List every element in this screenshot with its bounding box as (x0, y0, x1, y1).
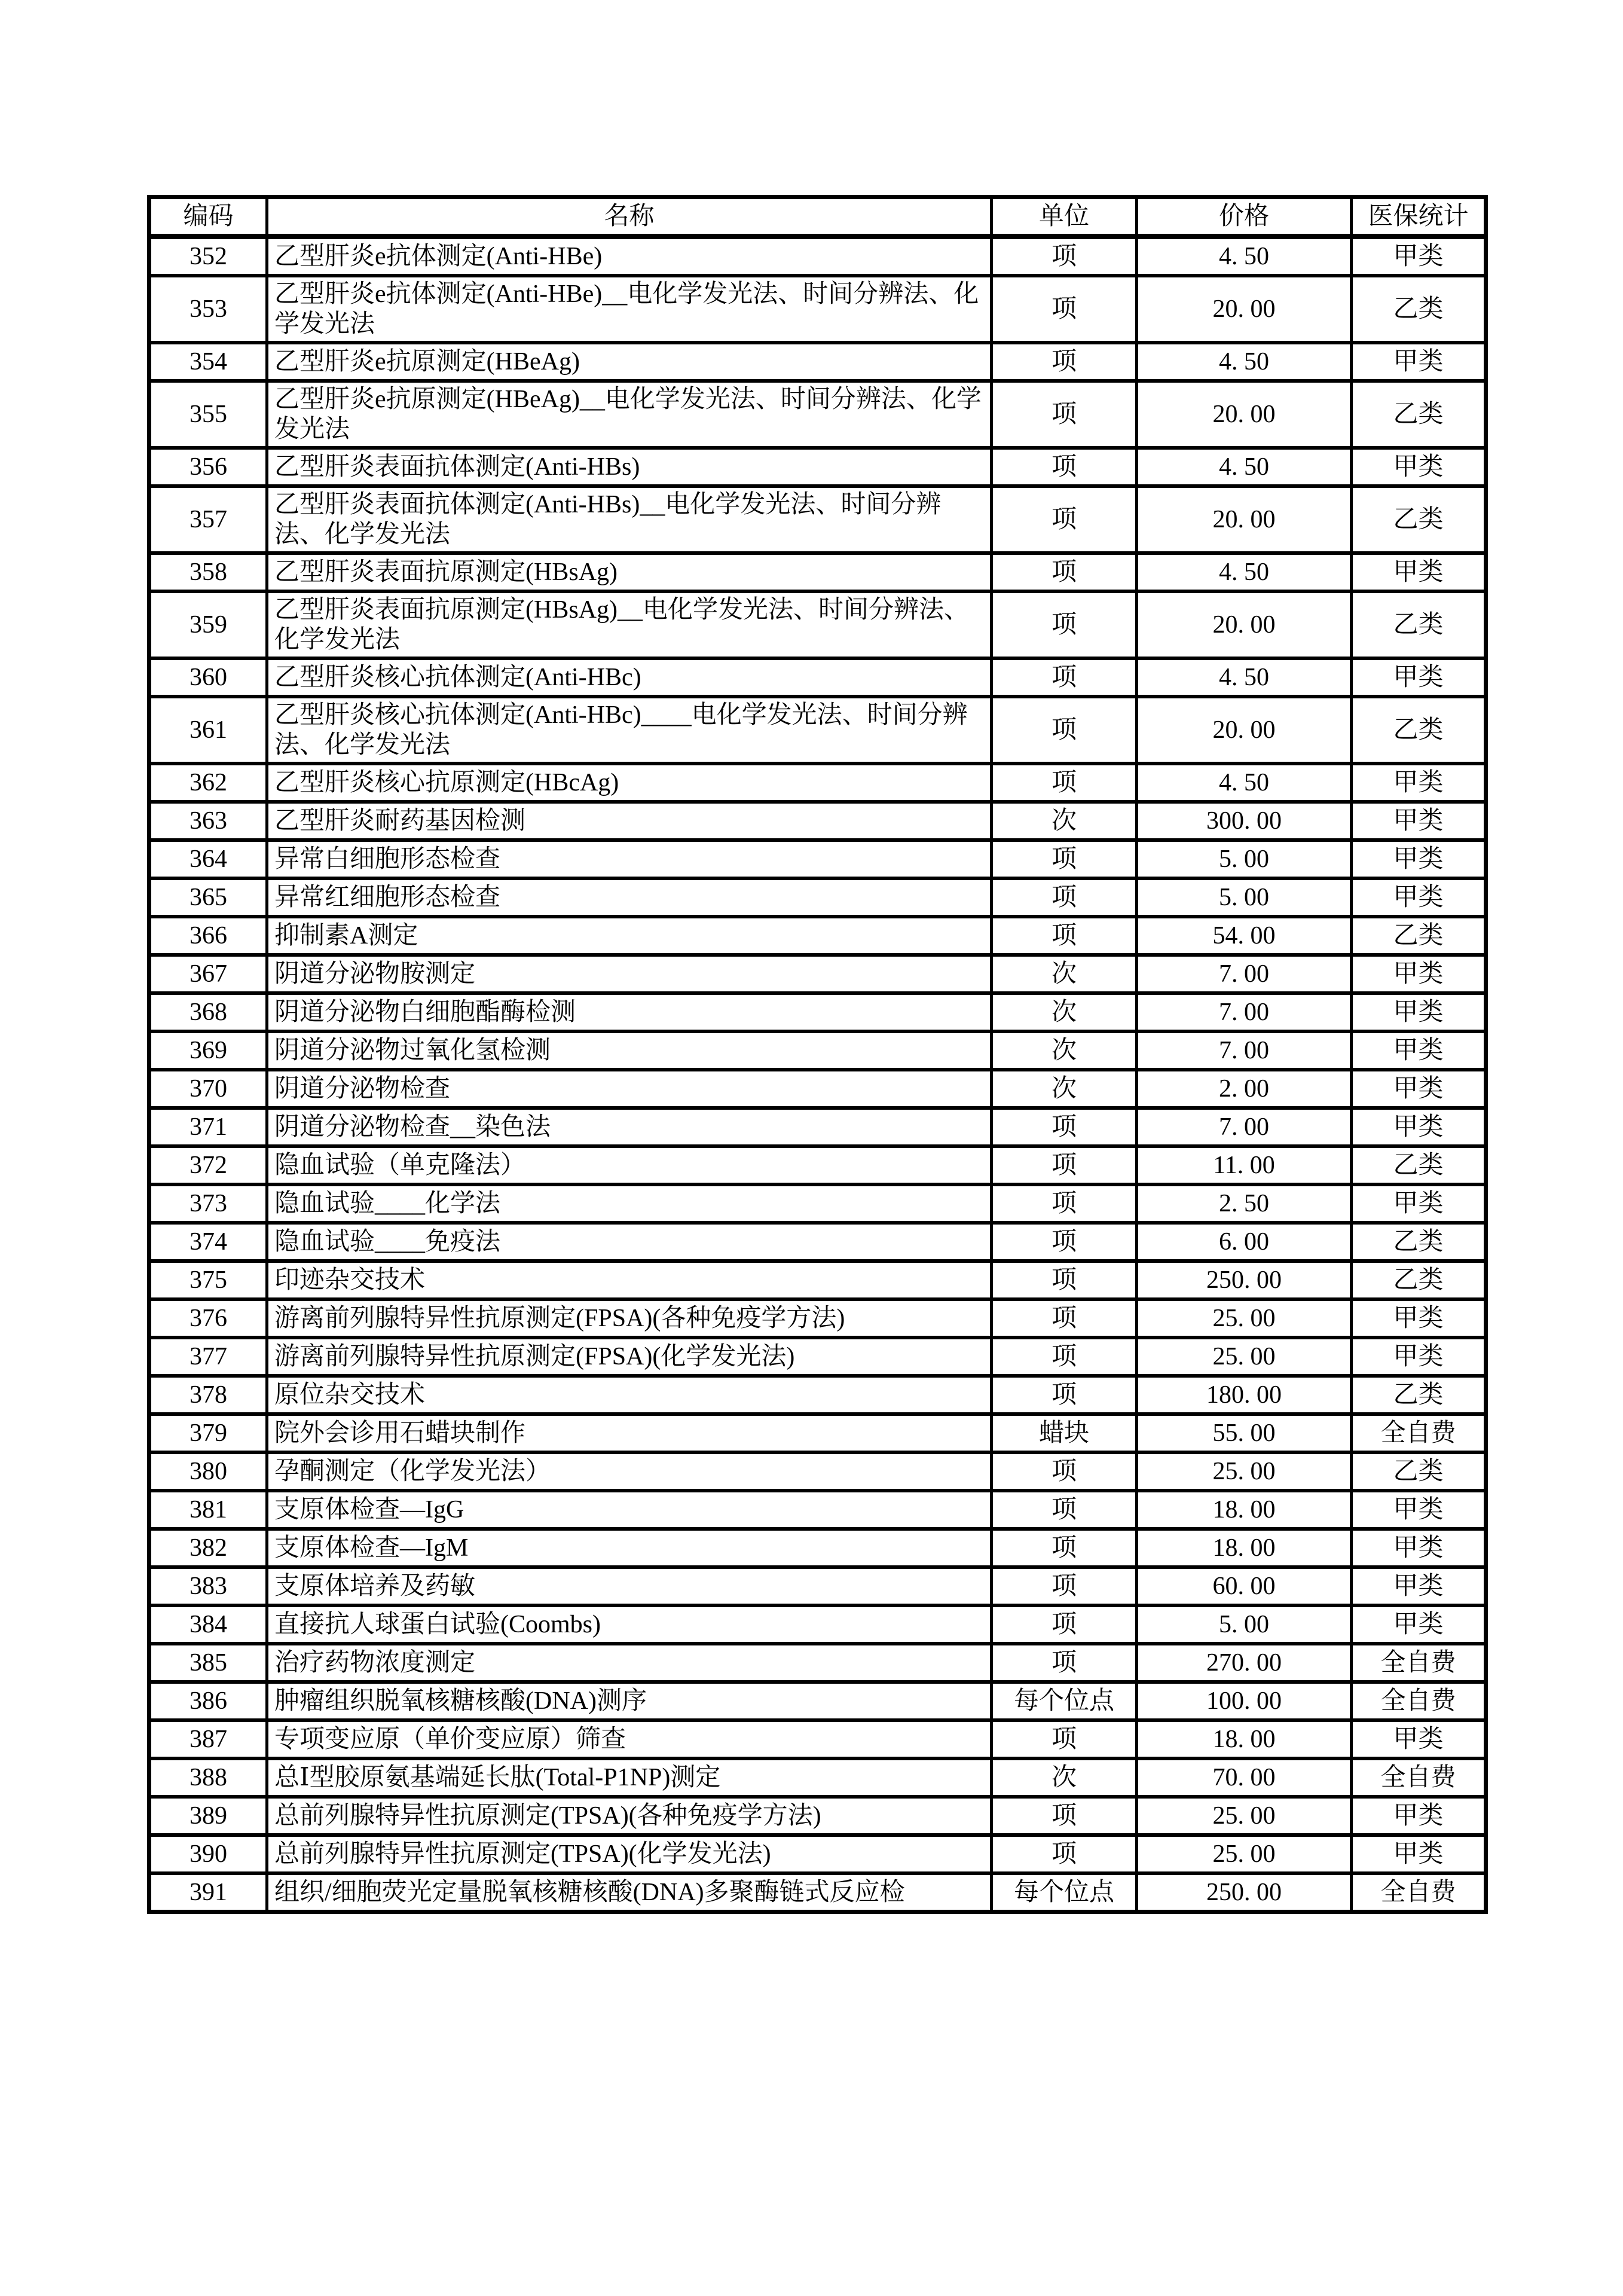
table-row (149, 802, 1486, 840)
table-row (149, 1223, 1486, 1261)
row-price: 7. 00 (1137, 1031, 1352, 1070)
row-name: 阴道分泌物过氧化氢检测 (267, 1031, 992, 1070)
row-category: 甲类 (1352, 1605, 1486, 1644)
row-unit: 项 (992, 1223, 1137, 1261)
row-category: 甲类 (1352, 1797, 1486, 1835)
row-unit: 次 (992, 802, 1137, 840)
table-row (149, 1491, 1486, 1529)
header-unit: 单位 (992, 197, 1137, 237)
row-unit: 项 (992, 917, 1137, 955)
row-code: 353 (149, 276, 267, 343)
row-category: 甲类 (1352, 1108, 1486, 1146)
row-code: 375 (149, 1261, 267, 1299)
table-row (149, 1758, 1486, 1797)
row-unit: 项 (992, 343, 1137, 381)
medical-price-table (147, 195, 1488, 1914)
table-row (149, 1108, 1486, 1146)
row-name: 乙型肝炎耐药基因检测 (267, 802, 992, 840)
row-category: 乙类 (1352, 1452, 1486, 1491)
table-row (149, 343, 1486, 381)
row-code: 389 (149, 1797, 267, 1835)
row-category: 全自费 (1352, 1644, 1486, 1682)
row-price: 5. 00 (1137, 1605, 1352, 1644)
row-name: 游离前列腺特异性抗原测定(FPSA)(化学发光法) (267, 1338, 992, 1376)
row-category: 甲类 (1352, 1529, 1486, 1567)
row-code: 359 (149, 591, 267, 658)
row-price: 70. 00 (1137, 1758, 1352, 1797)
row-unit: 项 (992, 1644, 1137, 1682)
row-unit: 蜡块 (992, 1414, 1137, 1452)
row-name: 乙型肝炎e抗原测定(HBeAg)__电化学发光法、时间分辨法、化学发光法 (267, 381, 992, 448)
row-unit: 项 (992, 1797, 1137, 1835)
row-code: 356 (149, 448, 267, 486)
row-price: 6. 00 (1137, 1223, 1352, 1261)
row-code: 352 (149, 237, 267, 276)
table-row (149, 764, 1486, 802)
row-name: 乙型肝炎表面抗原测定(HBsAg) (267, 553, 992, 591)
row-category: 甲类 (1352, 1720, 1486, 1758)
table-row (149, 1376, 1486, 1414)
row-name: 乙型肝炎核心抗原测定(HBcAg) (267, 764, 992, 802)
row-code: 374 (149, 1223, 267, 1261)
row-price: 20. 00 (1137, 276, 1352, 343)
table-row (149, 1529, 1486, 1567)
row-price: 7. 00 (1137, 955, 1352, 993)
table-header (149, 197, 1486, 237)
row-category: 甲类 (1352, 237, 1486, 276)
row-name: 隐血试验____化学法 (267, 1184, 992, 1223)
row-price: 4. 50 (1137, 658, 1352, 697)
row-code: 379 (149, 1414, 267, 1452)
header-code: 编码 (149, 197, 267, 237)
row-price: 25. 00 (1137, 1452, 1352, 1491)
row-code: 371 (149, 1108, 267, 1146)
row-price: 54. 00 (1137, 917, 1352, 955)
row-category: 甲类 (1352, 343, 1486, 381)
row-name: 总Ⅰ型胶原氨基端延长肽(Total-P1NP)测定 (267, 1758, 992, 1797)
row-unit: 项 (992, 591, 1137, 658)
row-code: 373 (149, 1184, 267, 1223)
row-code: 364 (149, 840, 267, 878)
row-name: 直接抗人球蛋白试验(Coombs) (267, 1605, 992, 1644)
row-code: 362 (149, 764, 267, 802)
row-code: 360 (149, 658, 267, 697)
row-category: 甲类 (1352, 878, 1486, 917)
table-row (149, 1644, 1486, 1682)
header-name: 名称 (267, 197, 992, 237)
row-category: 乙类 (1352, 1223, 1486, 1261)
row-category: 甲类 (1352, 1299, 1486, 1338)
row-code: 372 (149, 1146, 267, 1184)
table-row (149, 840, 1486, 878)
row-category: 甲类 (1352, 993, 1486, 1031)
table-row (149, 878, 1486, 917)
row-unit: 项 (992, 840, 1137, 878)
row-price: 55. 00 (1137, 1414, 1352, 1452)
header-category: 医保统计 (1352, 197, 1486, 237)
row-unit: 项 (992, 658, 1137, 697)
row-category: 甲类 (1352, 1835, 1486, 1873)
row-category: 乙类 (1352, 381, 1486, 448)
row-price: 25. 00 (1137, 1835, 1352, 1873)
row-category: 乙类 (1352, 1376, 1486, 1414)
table-row (149, 486, 1486, 553)
row-unit: 每个位点 (992, 1873, 1137, 1912)
table-row (149, 1338, 1486, 1376)
row-unit: 项 (992, 764, 1137, 802)
table-row (149, 1797, 1486, 1835)
row-code: 366 (149, 917, 267, 955)
table-row (149, 1452, 1486, 1491)
row-unit: 项 (992, 1299, 1137, 1338)
row-unit: 项 (992, 237, 1137, 276)
row-price: 18. 00 (1137, 1720, 1352, 1758)
row-name: 支原体检查—IgM (267, 1529, 992, 1567)
row-code: 361 (149, 697, 267, 764)
row-category: 甲类 (1352, 955, 1486, 993)
row-price: 18. 00 (1137, 1529, 1352, 1567)
row-name: 阴道分泌物白细胞酯酶检测 (267, 993, 992, 1031)
row-unit: 项 (992, 1605, 1137, 1644)
row-name: 异常白细胞形态检查 (267, 840, 992, 878)
row-price: 25. 00 (1137, 1299, 1352, 1338)
row-unit: 项 (992, 1146, 1137, 1184)
row-category: 乙类 (1352, 697, 1486, 764)
table-row (149, 1146, 1486, 1184)
row-name: 乙型肝炎表面抗体测定(Anti-HBs)__电化学发光法、时间分辨法、化学发光法 (267, 486, 992, 553)
row-code: 365 (149, 878, 267, 917)
row-category: 乙类 (1352, 276, 1486, 343)
row-code: 378 (149, 1376, 267, 1414)
row-code: 358 (149, 553, 267, 591)
row-price: 4. 50 (1137, 237, 1352, 276)
row-unit: 项 (992, 1338, 1137, 1376)
row-code: 383 (149, 1567, 267, 1605)
row-code: 386 (149, 1682, 267, 1720)
row-name: 异常红细胞形态检查 (267, 878, 992, 917)
row-price: 5. 00 (1137, 840, 1352, 878)
row-name: 隐血试验（单克隆法） (267, 1146, 992, 1184)
row-category: 甲类 (1352, 1184, 1486, 1223)
row-name: 乙型肝炎e抗体测定(Anti-HBe) (267, 237, 992, 276)
row-code: 391 (149, 1873, 267, 1912)
table-row (149, 591, 1486, 658)
row-code: 388 (149, 1758, 267, 1797)
row-price: 4. 50 (1137, 764, 1352, 802)
row-unit: 次 (992, 1758, 1137, 1797)
row-unit: 项 (992, 1261, 1137, 1299)
row-name: 阴道分泌物检查 (267, 1070, 992, 1108)
row-category: 甲类 (1352, 764, 1486, 802)
row-name: 原位杂交技术 (267, 1376, 992, 1414)
table-row (149, 1835, 1486, 1873)
row-unit: 项 (992, 878, 1137, 917)
row-category: 乙类 (1352, 917, 1486, 955)
row-unit: 项 (992, 1720, 1137, 1758)
row-code: 367 (149, 955, 267, 993)
row-category: 全自费 (1352, 1414, 1486, 1452)
row-name: 乙型肝炎核心抗体测定(Anti-HBc)____电化学发光法、时间分辨法、化学发光法 (267, 697, 992, 764)
row-unit: 项 (992, 1184, 1137, 1223)
table-row (149, 553, 1486, 591)
row-unit: 次 (992, 1070, 1137, 1108)
row-price: 100. 00 (1137, 1682, 1352, 1720)
table-row (149, 1070, 1486, 1108)
table-row (149, 1682, 1486, 1720)
row-price: 250. 00 (1137, 1873, 1352, 1912)
row-name: 乙型肝炎表面抗体测定(Anti-HBs) (267, 448, 992, 486)
row-name: 治疗药物浓度测定 (267, 1644, 992, 1682)
row-code: 384 (149, 1605, 267, 1644)
table-row (149, 1720, 1486, 1758)
row-price: 25. 00 (1137, 1797, 1352, 1835)
row-price: 20. 00 (1137, 486, 1352, 553)
row-unit: 项 (992, 448, 1137, 486)
row-price: 7. 00 (1137, 993, 1352, 1031)
row-name: 专项变应原（单价变应原）筛查 (267, 1720, 992, 1758)
row-code: 385 (149, 1644, 267, 1682)
row-category: 甲类 (1352, 1491, 1486, 1529)
row-name: 总前列腺特异性抗原测定(TPSA)(各种免疫学方法) (267, 1797, 992, 1835)
row-price: 5. 00 (1137, 878, 1352, 917)
row-price: 180. 00 (1137, 1376, 1352, 1414)
row-price: 11. 00 (1137, 1146, 1352, 1184)
row-code: 377 (149, 1338, 267, 1376)
table-row (149, 1299, 1486, 1338)
row-name: 抑制素A测定 (267, 917, 992, 955)
row-code: 376 (149, 1299, 267, 1338)
table-row (149, 1414, 1486, 1452)
row-price: 270. 00 (1137, 1644, 1352, 1682)
row-code: 354 (149, 343, 267, 381)
row-name: 印迹杂交技术 (267, 1261, 992, 1299)
row-price: 20. 00 (1137, 591, 1352, 658)
table-row (149, 1873, 1486, 1912)
row-price: 4. 50 (1137, 553, 1352, 591)
row-unit: 项 (992, 381, 1137, 448)
row-code: 363 (149, 802, 267, 840)
row-name: 乙型肝炎e抗原测定(HBeAg) (267, 343, 992, 381)
table-row (149, 237, 1486, 276)
row-code: 382 (149, 1529, 267, 1567)
row-price: 20. 00 (1137, 697, 1352, 764)
row-name: 乙型肝炎表面抗原测定(HBsAg)__电化学发光法、时间分辨法、化学发光法 (267, 591, 992, 658)
row-name: 阴道分泌物胺测定 (267, 955, 992, 993)
row-category: 甲类 (1352, 1070, 1486, 1108)
table-row (149, 1605, 1486, 1644)
row-category: 全自费 (1352, 1873, 1486, 1912)
row-price: 2. 00 (1137, 1070, 1352, 1108)
row-price: 60. 00 (1137, 1567, 1352, 1605)
row-unit: 项 (992, 486, 1137, 553)
row-unit: 次 (992, 955, 1137, 993)
row-name: 组织/细胞荧光定量脱氧核糖核酸(DNA)多聚酶链式反应检 (267, 1873, 992, 1912)
row-category: 乙类 (1352, 591, 1486, 658)
table-row (149, 955, 1486, 993)
row-category: 乙类 (1352, 1146, 1486, 1184)
row-category: 全自费 (1352, 1682, 1486, 1720)
row-unit: 项 (992, 276, 1137, 343)
table-row (149, 381, 1486, 448)
table-row (149, 917, 1486, 955)
row-category: 乙类 (1352, 1261, 1486, 1299)
header-row (149, 197, 1486, 237)
row-name: 孕酮测定（化学发光法） (267, 1452, 992, 1491)
table-row (149, 658, 1486, 697)
row-unit: 项 (992, 1529, 1137, 1567)
row-category: 乙类 (1352, 486, 1486, 553)
row-code: 355 (149, 381, 267, 448)
row-category: 甲类 (1352, 1031, 1486, 1070)
row-price: 18. 00 (1137, 1491, 1352, 1529)
row-unit: 项 (992, 1835, 1137, 1873)
row-name: 支原体培养及药敏 (267, 1567, 992, 1605)
row-category: 甲类 (1352, 802, 1486, 840)
row-code: 387 (149, 1720, 267, 1758)
row-category: 甲类 (1352, 658, 1486, 697)
row-price: 4. 50 (1137, 343, 1352, 381)
row-name: 总前列腺特异性抗原测定(TPSA)(化学发光法) (267, 1835, 992, 1873)
row-unit: 每个位点 (992, 1682, 1137, 1720)
row-unit: 项 (992, 1491, 1137, 1529)
row-price: 7. 00 (1137, 1108, 1352, 1146)
row-unit: 次 (992, 993, 1137, 1031)
row-name: 肿瘤组织脱氧核糖核酸(DNA)测序 (267, 1682, 992, 1720)
row-category: 甲类 (1352, 840, 1486, 878)
row-unit: 次 (992, 1031, 1137, 1070)
row-price: 25. 00 (1137, 1338, 1352, 1376)
row-category: 甲类 (1352, 1567, 1486, 1605)
row-name: 支原体检查—IgG (267, 1491, 992, 1529)
row-name: 乙型肝炎核心抗体测定(Anti-HBc) (267, 658, 992, 697)
row-code: 390 (149, 1835, 267, 1873)
row-unit: 项 (992, 553, 1137, 591)
row-code: 368 (149, 993, 267, 1031)
row-price: 300. 00 (1137, 802, 1352, 840)
row-code: 369 (149, 1031, 267, 1070)
row-code: 380 (149, 1452, 267, 1491)
table-row (149, 1261, 1486, 1299)
row-category: 甲类 (1352, 553, 1486, 591)
row-code: 370 (149, 1070, 267, 1108)
row-price: 4. 50 (1137, 448, 1352, 486)
table-body (149, 237, 1486, 1912)
row-name: 游离前列腺特异性抗原测定(FPSA)(各种免疫学方法) (267, 1299, 992, 1338)
row-name: 院外会诊用石蜡块制作 (267, 1414, 992, 1452)
row-name: 乙型肝炎e抗体测定(Anti-HBe)__电化学发光法、时间分辨法、化学发光法 (267, 276, 992, 343)
table-row (149, 1567, 1486, 1605)
table-row (149, 993, 1486, 1031)
row-unit: 项 (992, 1567, 1137, 1605)
row-unit: 项 (992, 1108, 1137, 1146)
row-unit: 项 (992, 1376, 1137, 1414)
table-row (149, 1031, 1486, 1070)
table-row (149, 1184, 1486, 1223)
table-row (149, 697, 1486, 764)
row-category: 甲类 (1352, 448, 1486, 486)
row-name: 阴道分泌物检查__染色法 (267, 1108, 992, 1146)
row-code: 381 (149, 1491, 267, 1529)
row-category: 全自费 (1352, 1758, 1486, 1797)
row-unit: 项 (992, 1452, 1137, 1491)
row-category: 甲类 (1352, 1338, 1486, 1376)
table-row (149, 276, 1486, 343)
row-code: 357 (149, 486, 267, 553)
row-name: 隐血试验____免疫法 (267, 1223, 992, 1261)
row-price: 2. 50 (1137, 1184, 1352, 1223)
header-price: 价格 (1137, 197, 1352, 237)
table-row (149, 448, 1486, 486)
row-price: 250. 00 (1137, 1261, 1352, 1299)
row-price: 20. 00 (1137, 381, 1352, 448)
row-unit: 项 (992, 697, 1137, 764)
